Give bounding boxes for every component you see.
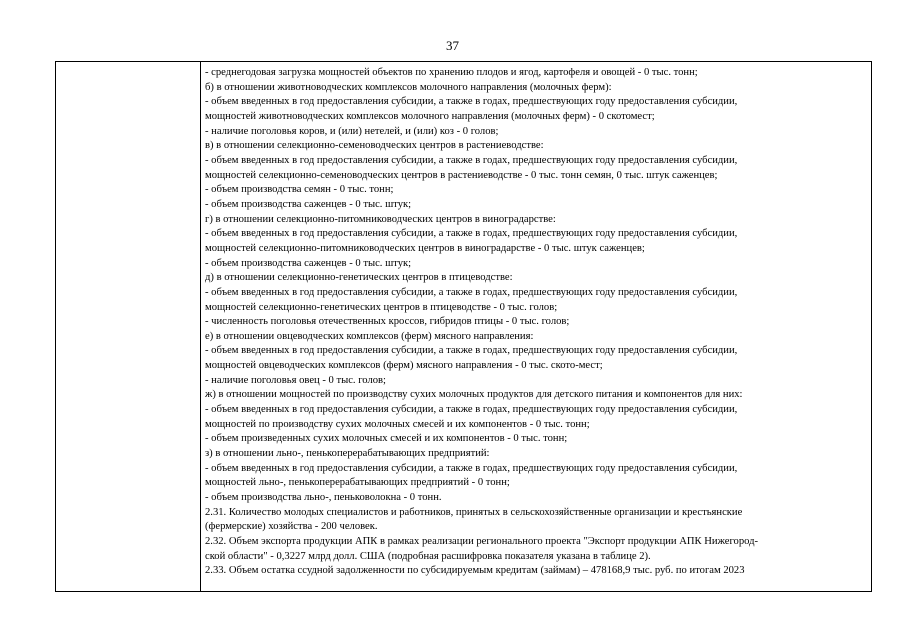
text-line: - объем введенных в год предоставления субсидии, а также в годах, предшествующих году предоставления субсидии, xyxy=(205,404,738,416)
text-line: 2.33. Объем остатка ссудной задолженности по субсидируемым кредитам (займам) – 478168,9 тыс. руб. по итогам 2023 xyxy=(205,565,745,577)
text-line: мощностей льно-, пенькоперерабатывающих предприятий - 0 тонн; xyxy=(205,477,510,489)
text-line: - объем производства льно-, пеньковолокна - 0 тонн. xyxy=(205,492,442,504)
text-line: б) в отношении животноводческих комплексов молочного направления (молочных ферм): xyxy=(205,81,612,93)
text-line: мощностей селекционно-питомниководческих центров в виноградарстве - 0 тыс. штук саженцев; xyxy=(205,242,645,254)
text-line: мощностей селекционно-семеноводческих центров в растениеводстве - 0 тыс. тонн семян, 0 тыс. штук саженцев; xyxy=(205,169,718,181)
text-line: - объем введенных в год предоставления субсидии, а также в годах, предшествующих году предоставления субсидии, xyxy=(205,154,738,166)
text-line: е) в отношении овцеводческих комплексов (ферм) мясного направления: xyxy=(205,330,534,342)
text-line: ской области" - 0,3227 млрд долл. США (подробная расшифровка показателя указана в таблице 2). xyxy=(205,550,651,562)
text-line: - наличие поголовья коров, и (или) нетелей, и (или) коз - 0 голов; xyxy=(205,125,499,137)
text-line: мощностей животноводческих комплексов молочного направления (молочных ферм) - 0 скотомест; xyxy=(205,110,655,122)
table-text-column xyxy=(201,62,871,591)
text-line: мощностей овцеводческих комплексов (ферм) мясного направления - 0 тыс. ското-мест; xyxy=(205,360,603,372)
text-line: з) в отношении льно-, пенькоперерабатывающих предприятий: xyxy=(205,448,490,460)
text-line: - наличие поголовья овец - 0 тыс. голов; xyxy=(205,374,386,386)
text-line: (фермерские) хозяйства - 200 человек. xyxy=(205,521,378,533)
text-line: - объем введенных в год предоставления субсидии, а также в годах, предшествующих году предоставления субсидии, xyxy=(205,96,738,108)
text-line: - объем введенных в год предоставления субсидии, а также в годах, предшествующих году предоставления субсидии, xyxy=(205,345,738,357)
document-table xyxy=(55,61,872,592)
text-line: ж) в отношении мощностей по производству сухих молочных продуктов для детского питания и компонентов для них: xyxy=(205,389,743,401)
text-line: - объем введенных в год предоставления субсидии, а также в годах, предшествующих году предоставления субсидии, xyxy=(205,462,738,474)
text-line: мощностей по производству сухих молочных смесей и их компонентов - 0 тыс. тонн; xyxy=(205,418,590,430)
table-left-column xyxy=(56,62,201,591)
text-line: - численность поголовья отечественных кроссов, гибридов птицы - 0 тыс. голов; xyxy=(205,316,570,328)
text-line: - объем производства семян - 0 тыс. тонн; xyxy=(205,184,394,196)
text-line: - объем введенных в год предоставления субсидии, а также в годах, предшествующих году предоставления субсидии, xyxy=(205,286,738,298)
text-line: - объем произведенных сухих молочных смесей и их компонентов - 0 тыс. тонн; xyxy=(205,433,568,445)
text-line: мощностей селекционно-генетических центров в птицеводстве - 0 тыс. голов; xyxy=(205,301,558,313)
text-line: в) в отношении селекционно-семеноводческих центров в растениеводстве: xyxy=(205,140,544,152)
text-line: - объем введенных в год предоставления субсидии, а также в годах, предшествующих году предоставления субсидии, xyxy=(205,228,738,240)
text-line: 2.32. Объем экспорта продукции АПК в рамках реализации регионального проекта "Экспорт продукции АПК Нижегород- xyxy=(205,536,759,547)
text-line: - среднегодовая загрузка мощностей объектов по хранению плодов и ягод, картофеля и овощей - 0 тыс. тонн; xyxy=(205,67,698,78)
text-line: 2.31. Количество молодых специалистов и работников, принятых в сельскохозяйственные организации и крестьянские xyxy=(205,506,743,518)
text-line: д) в отношении селекционно-генетических центров в птицеводстве: xyxy=(205,272,513,284)
text-line: г) в отношении селекционно-питомниководческих центров в виноградарстве: xyxy=(205,213,556,225)
text-line: - объем производства саженцев - 0 тыс. штук; xyxy=(205,198,412,210)
page-number: 37 xyxy=(446,38,459,53)
text-line: - объем производства саженцев - 0 тыс. штук; xyxy=(205,257,412,269)
